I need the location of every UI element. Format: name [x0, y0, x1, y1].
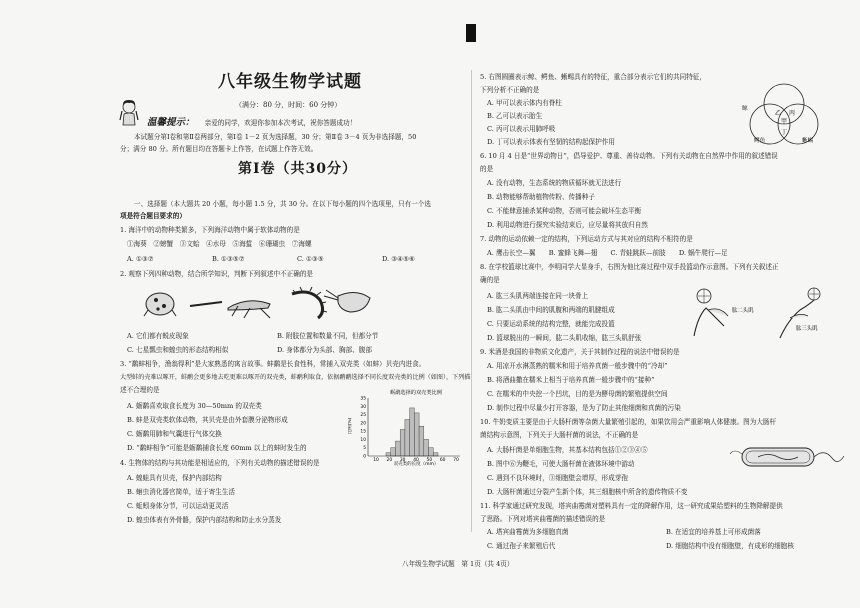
histogram-bar [400, 429, 405, 456]
bivalve-histogram [348, 386, 466, 466]
basketball-shot-figure [684, 286, 844, 342]
q11-option-a: A. 塔宾曲霉菌为多细胞真菌 [487, 528, 569, 536]
q2-option-a: A. 它们都有蜕皮现象 [127, 332, 189, 340]
venn-name-crocodile: 鳄鱼 [754, 138, 766, 144]
histogram-ytick-label: 20 [360, 421, 366, 427]
venn-label-bing: 丙 [789, 110, 796, 117]
q11-stem-0: 11. 科学家通过研究发现，塔宾曲霉菌对塑料具有一定的降解作用，这一研究成果给塑料的生物降解提供 [480, 502, 783, 510]
histogram-bar [386, 453, 391, 456]
registration-mark [466, 24, 476, 42]
q5-option-a: A. 甲可以表示体内有脊柱 [487, 99, 562, 107]
histogram-ytick-label: 15 [360, 429, 366, 435]
grasshopper-illustration [228, 301, 270, 318]
q6-option-c: C. 不能肆意捕杀某种动物，否则可能会破坏生态平衡 [487, 207, 642, 215]
venn-label-yi: 乙 [775, 110, 782, 117]
q11-stem-1: 了思路。下列对塔宾曲霉菌的描述错误的是 [480, 515, 606, 523]
q2-option-c: C. 七星瓢虫和蝗虫的形态结构相似 [127, 346, 229, 354]
q10-option-b: B. 图中⑥为鞭毛，可使大肠杆菌在液体环境中游动 [487, 460, 635, 468]
q8-stem-0: 8. 在学校篮球比赛中，李明同学大显身手，右图为他比赛过程中双手投篮动作示意图。下列有关叙述正 [480, 263, 779, 271]
q6-stem-0: 6. 10 月 4 日是“世界动物日”，倡导爱护、尊重、善待动物。下列有关动物在自然界中作用的叙述错误 [480, 152, 778, 160]
q5-option-d: D. 丁可以表示体表有坚韧的结构起保护作用 [487, 138, 615, 146]
q4-option-d: D. 蝗虫体表有外骨骼，保护内部结构和防止水分蒸发 [127, 516, 282, 524]
q4-option-c: C. 蚯蚓身体分节，可以运动更灵活 [127, 502, 229, 510]
q5-stem-0: 5. 右图圆圈表示鲸、鳄鱼、蜥蜴具有的特征，重合部分表示它们的共同特征， [480, 73, 706, 81]
histogram-bar [429, 448, 434, 456]
q9-option-d: D. 制作过程中尽量少打开容器，是为了防止其他细菌和真菌的污染 [487, 404, 681, 412]
q1-stem: 1. 海洋中的动物种类繁多，下列海洋动物中属于软体动物的是 [120, 226, 300, 234]
histogram-xtick-label: 40 [413, 458, 419, 463]
histogram-bar [424, 439, 429, 456]
q5-stem-1: 下列分析不正确的是 [480, 86, 540, 94]
q6-option-a: A. 没有动物，生态系统的物质循环就无法进行 [487, 179, 622, 187]
histogram-bar [405, 420, 410, 456]
histogram-xtick-label: 20 [386, 458, 393, 463]
q2-option-b: B. 附肢位置和数量不同，但都分节 [277, 332, 379, 340]
q9-option-b: B. 将酒曲撒在糯米上相当于培养真菌一般步骤中的“接种” [487, 376, 655, 384]
q3-stem-1: 大型蚌的壳难以啄开，蚌鹬会更多地去吃更难以啄开的双壳类，蚌鹬利取食，依据鹬鹬选择不同长度双壳类的比例（如图），下列描 [120, 374, 471, 381]
q7-options: A. 鹰击长空—翼 B. 蜜蜂飞舞—翅 C. 青蛙跳跃—前肢 D. 蜗牛爬行—足 [487, 249, 728, 257]
q6-stem-1: 的是 [480, 165, 494, 173]
q3-option-d: D. “鹬蚌相争”可能是蛎鹬捕食长度 60mm 以上的蚌时发生的 [127, 444, 307, 452]
q5-option-c: C. 丙可以表示用肺呼吸 [487, 125, 556, 133]
histogram-bar [410, 408, 415, 456]
ecoli-structure-figure [728, 440, 846, 474]
notice [147, 118, 356, 128]
histogram-ytick-label: 5 [363, 446, 366, 452]
q4-option-b: B. 蛔虫消化器官简单，适于寄生生活 [127, 488, 235, 496]
q6-option-d: D. 利用动物进行探究实验结束后，应尽量将其放归自然 [487, 221, 648, 229]
q4-stem: 4. 生物体的结构与其功能是相适应的，下列有关动物的描述错误的是 [120, 459, 320, 467]
section-title: 第Ⅰ卷（共30分） [238, 161, 358, 177]
histogram-bar [419, 426, 424, 456]
ladybug-illustration [144, 293, 176, 316]
q8-option-b: B. 肱二头肌由中间的肌腹和两端的肌腱组成 [487, 306, 615, 314]
venn-name-lizard: 蜥蜴 [802, 138, 814, 144]
shrimp-illustration [324, 290, 370, 312]
q2-option-d: D. 身体都分为头部、胸部、腹部 [277, 346, 372, 354]
q3-option-c: C. 蛎鹬用肺和气囊进行气体交换 [127, 430, 222, 438]
page-footer: 八年级生物学试题 第 1页（共 4页） [402, 560, 514, 568]
histogram-ytick-label: 25 [360, 413, 366, 419]
histogram-title: 蛎鹬选择的双壳类比例 [390, 390, 442, 396]
q9-option-c: C. 在糯米的中央挖一个凹坑，目的是为酵母菌的繁殖提供空间 [487, 390, 668, 398]
histogram-xtick-label: 50 [426, 458, 433, 463]
q10-option-c: C. 遇到不良环境时，③细胞壁会增厚，形成芽孢 [487, 474, 628, 482]
q11-option-b: B. 在适宜的培养基上可形成菌落 [666, 528, 761, 536]
q9-option-a: A. 用凉开水淋蒸熟的糯米和用于培养真菌一般步骤中的“冷却” [487, 362, 668, 370]
histogram-bar [414, 413, 419, 456]
histogram-ytick-label: 10 [360, 437, 366, 443]
q1-option-b: B. ①③⑤⑦ [212, 255, 245, 263]
histogram-ytick-label: 30 [360, 404, 366, 410]
q8-option-a: A. 肱三头肌两端连接在同一块骨上 [487, 292, 589, 300]
q3-option-b: B. 蚌是双壳类软体动物，其贝壳是由外套膜分泌物形成 [127, 416, 288, 424]
q6-option-b: B. 动物能够帮助植物传粉、传播种子 [487, 193, 595, 201]
histogram-xtick-label: 10 [373, 458, 379, 463]
instructions-line-0: 一、选择题（本大题共 20 小题，每小题 1.5 分，共 30 分。在以下每小题的四个选项里，只有一个选 [134, 200, 431, 208]
histogram-bar [391, 448, 396, 456]
q10-option-a: A. 大肠杆菌是单细胞生物，其基本结构包括①②③④⑤ [487, 446, 648, 454]
notice-line-1: 本试题分第Ⅰ卷和第Ⅱ卷两部分，第Ⅰ卷 1－2 页为选择题，30 分；第Ⅱ卷 3－4 页为非选择题，50 [134, 133, 417, 141]
q10-stem-0: 10. 牛奶变质主要是由于大肠杆菌等杂菌大量繁殖引起的，如果饮用会严重影响人体健康。图为大肠杆 [480, 418, 777, 426]
q10-stem-1: 菌结构示意图，下列关于大肠杆菌的说法，不正确的是 [480, 431, 639, 439]
q1-items: ①海葵 ②螃蟹 ③文蛤 ④水母 ⑤海蜇 ⑥珊瑚虫 ⑦海螺 [127, 240, 312, 248]
instructions-line-1: 项是符合题目要求的） [120, 212, 186, 220]
q10-option-d: D. 大肠杆菌通过分裂产生新个体，其三细胞核中所含的遗传物质不变 [487, 488, 688, 496]
venn-diagram [734, 80, 834, 152]
notice-line-0: 亲爱的同学，欢迎你参加本次考试，祝你答题成功！ [204, 119, 357, 127]
notice-line-2: 分；满分 80 分。所有题目均在答题卡上作答，在试题上作答无效。 [120, 145, 318, 153]
venn-name-whale: 鲸 [742, 106, 748, 112]
venn-label-jia: 甲 [781, 118, 788, 125]
histogram-ytick-label: 35 [360, 396, 366, 402]
exam-meta: （满分：80 分，时间：60 分钟） [235, 101, 342, 109]
histogram-xtick-label: 30 [399, 458, 406, 463]
q11-option-c: C. 通过孢子来繁殖后代 [487, 542, 556, 550]
histogram-xtick-label: 60 [439, 458, 446, 463]
q3-stem-0: 3. “鹬蚌相争，渔翁得利”是大家熟悉的寓言故事。蚌鹬是长食性科，常捕入双壳类（如蚌）贝壳内进食。 [120, 360, 426, 368]
column-divider [471, 70, 472, 532]
histogram-ytick-label: 0 [363, 454, 366, 460]
q9-stem: 9. 米酒是我国的非物质文化遗产，关于其制作过程的说法中错误的是 [480, 348, 680, 356]
q8-option-c: C. 只要运动系统的结构完整，就能完成投篮 [487, 320, 615, 328]
q1-option-d: D. ③④⑤⑥ [382, 255, 415, 263]
histogram-ylabel: 比例(%) [348, 417, 353, 435]
q2-stem: 2. 观察下列四种动物，结合所学知识，判断下列叙述中不正确的是 [120, 270, 314, 278]
histogram-bar [395, 441, 400, 456]
q1-option-c: C. ①③⑤ [297, 255, 324, 263]
q7-stem: 7. 动物的运动依赖一定的结构，下列运动方式与其对应的结构不相符的是 [480, 235, 693, 243]
label-biceps: 肱二头肌 [732, 308, 754, 314]
q4-option-a: A. 蝗蛙具有贝壳，保护内部结构 [127, 474, 222, 482]
venn-label-ding: 丁 [781, 129, 788, 136]
notice-label: 温馨提示： [147, 117, 195, 128]
q3-stem-2: 述不合理的是 [120, 386, 160, 394]
page-title: 八年级生物学试题 [218, 72, 362, 92]
q1-option-a: A. ①③⑦ [127, 255, 154, 263]
centipede-illustration [292, 287, 327, 318]
histogram-bar [433, 453, 438, 456]
q8-option-d: D. 篮球脱出的一瞬间，肱二头肌收缩，肱三头肌舒张 [487, 334, 642, 342]
q5-option-b: B. 乙可以表示胎生 [487, 112, 543, 120]
histogram-xlabel: 双壳类的长度（mm） [393, 462, 439, 466]
q11-option-d: D. 细胞结构中没有细胞壁，有成形的细胞核 [666, 542, 794, 550]
student-cartoon-icon [117, 98, 141, 126]
label-triceps: 肱三头肌 [796, 326, 818, 332]
q2-animals-figure [120, 282, 380, 326]
q3-option-a: A. 蛎鹬喜欢取食长度为 30—50mm 的双壳类 [127, 402, 262, 410]
histogram-xtick-label: 70 [453, 458, 459, 463]
q8-stem-1: 确的是 [480, 276, 500, 284]
stick-illustration [190, 302, 222, 306]
